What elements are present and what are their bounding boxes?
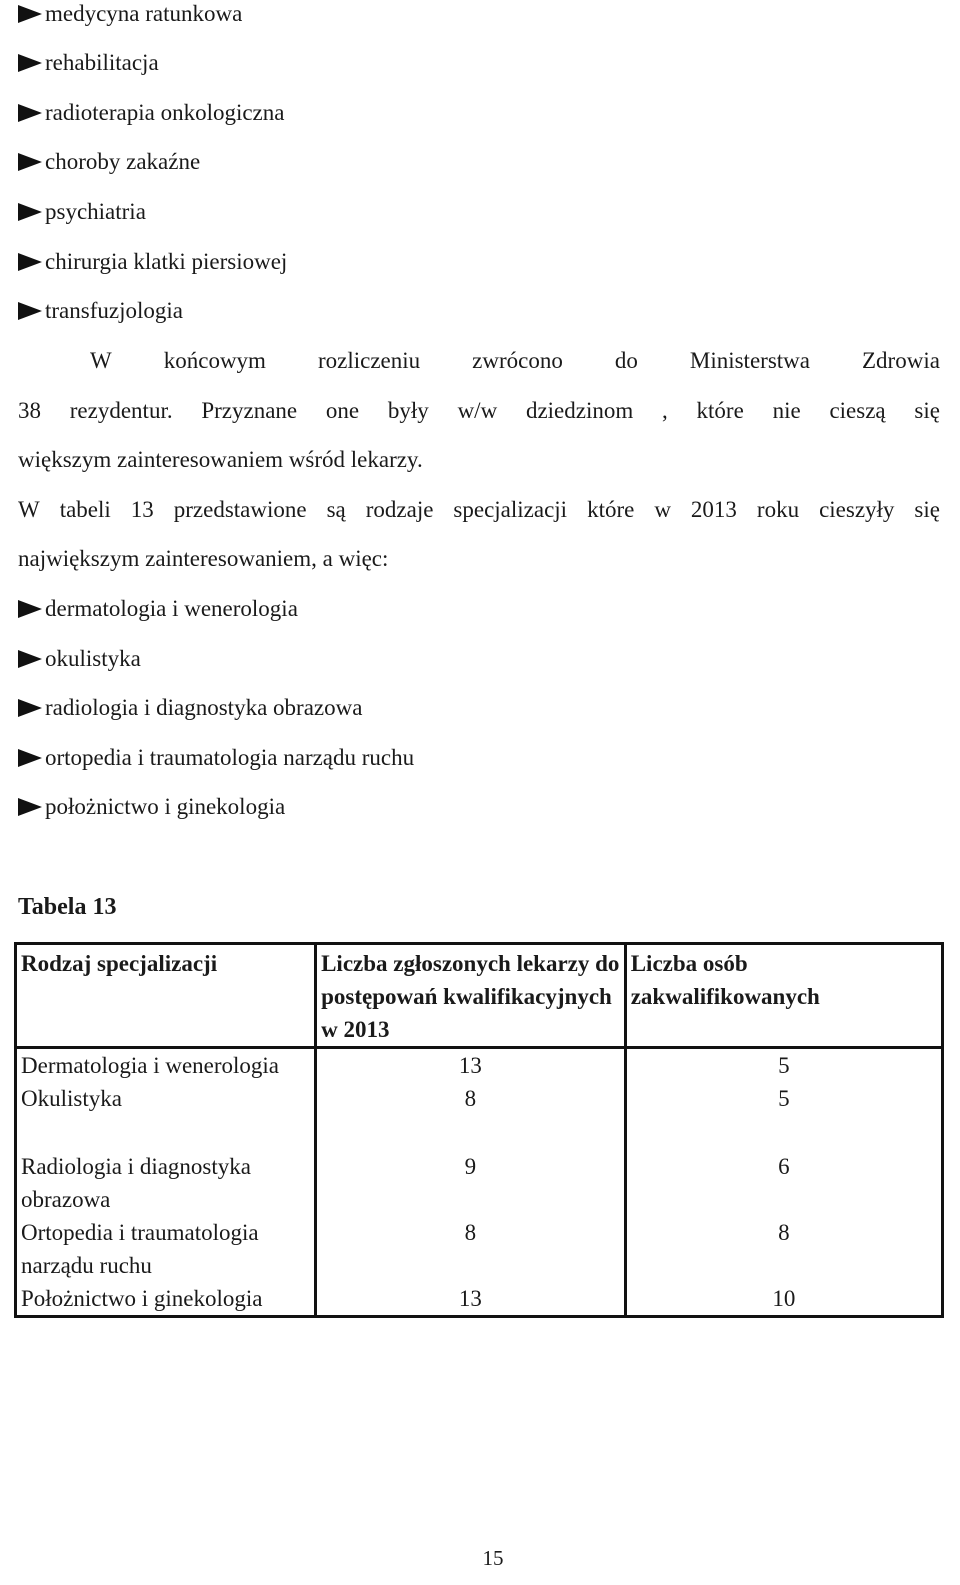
column-header-specialization: Rodzaj specjalizacji xyxy=(16,944,316,1048)
list-item: rehabilitacja xyxy=(18,49,159,77)
triangle-bullet-icon xyxy=(18,302,42,320)
table-row xyxy=(16,1082,943,1150)
cell-applied: 8 xyxy=(316,1082,626,1150)
table-header-row xyxy=(16,944,943,1048)
list-item: położnictwo i ginekologia xyxy=(18,793,285,821)
list-item: medycyna ratunkowa xyxy=(18,0,242,28)
triangle-bullet-icon xyxy=(18,5,42,23)
cell-qualified: 8 xyxy=(625,1216,942,1282)
cell-qualified: 5 xyxy=(625,1082,942,1150)
cell-specialization: Ortopedia i traumatologia narządu ruchu xyxy=(16,1216,316,1282)
cell-qualified: 5 xyxy=(625,1048,942,1083)
list-item: transfuzjologia xyxy=(18,297,183,325)
specialization-table xyxy=(14,942,944,1318)
cell-qualified: 6 xyxy=(625,1150,942,1216)
list-item: chirurgia klatki piersiowej xyxy=(18,248,287,276)
cell-qualified: 10 xyxy=(625,1282,942,1317)
table-row xyxy=(16,1150,943,1216)
cell-specialization: Położnictwo i ginekologia xyxy=(16,1282,316,1317)
list-item: ortopedia i traumatologia narządu ruchu xyxy=(18,744,414,772)
triangle-bullet-icon xyxy=(18,253,42,271)
list-item: dermatologia i wenerologia xyxy=(18,595,298,623)
cell-applied: 9 xyxy=(316,1150,626,1216)
column-header-applied: Liczba zgłoszonych lekarzy do postępowań kwalifikacyjnych w 2013 xyxy=(316,944,626,1048)
list-item: psychiatria xyxy=(18,198,146,226)
table-row xyxy=(16,1282,943,1317)
triangle-bullet-icon xyxy=(18,54,42,72)
cell-applied: 13 xyxy=(316,1048,626,1083)
paragraph-line: 38 rezydentur. Przyznane one były w/w dziedzinom , które nie cieszą się xyxy=(18,398,940,423)
cell-specialization: Radiologia i diagnostyka obrazowa xyxy=(16,1150,316,1216)
triangle-bullet-icon xyxy=(18,798,42,816)
cell-specialization: Dermatologia i wenerologia xyxy=(16,1048,316,1083)
table-title: Tabela 13 xyxy=(18,894,117,920)
table-row xyxy=(16,1048,943,1083)
paragraph-line: największym zainteresowaniem, a więc: xyxy=(18,546,389,571)
paragraph-line: W końcowym rozliczeniu zwrócono do Ministerstwa Zdrowia xyxy=(90,348,940,373)
triangle-bullet-icon xyxy=(18,699,42,717)
list-item: choroby zakaźne xyxy=(18,148,200,176)
triangle-bullet-icon xyxy=(18,600,42,618)
triangle-bullet-icon xyxy=(18,749,42,767)
triangle-bullet-icon xyxy=(18,650,42,668)
list-item: okulistyka xyxy=(18,645,141,673)
cell-applied: 8 xyxy=(316,1216,626,1282)
triangle-bullet-icon xyxy=(18,203,42,221)
cell-specialization: Okulistyka xyxy=(16,1082,316,1150)
list-item: radiologia i diagnostyka obrazowa xyxy=(18,694,362,722)
table-row xyxy=(16,1216,943,1282)
column-header-qualified: Liczba osób zakwalifikowanych xyxy=(625,944,942,1048)
page-number: 15 xyxy=(482,1546,504,1570)
triangle-bullet-icon xyxy=(18,153,42,171)
paragraph-line: większym zainteresowaniem wśród lekarzy. xyxy=(18,447,423,472)
paragraph-line: W tabeli 13 przedstawione są rodzaje specjalizacji które w 2013 roku cieszyły się xyxy=(18,497,940,522)
list-item: radioterapia onkologiczna xyxy=(18,99,284,127)
triangle-bullet-icon xyxy=(18,104,42,122)
cell-applied: 13 xyxy=(316,1282,626,1317)
